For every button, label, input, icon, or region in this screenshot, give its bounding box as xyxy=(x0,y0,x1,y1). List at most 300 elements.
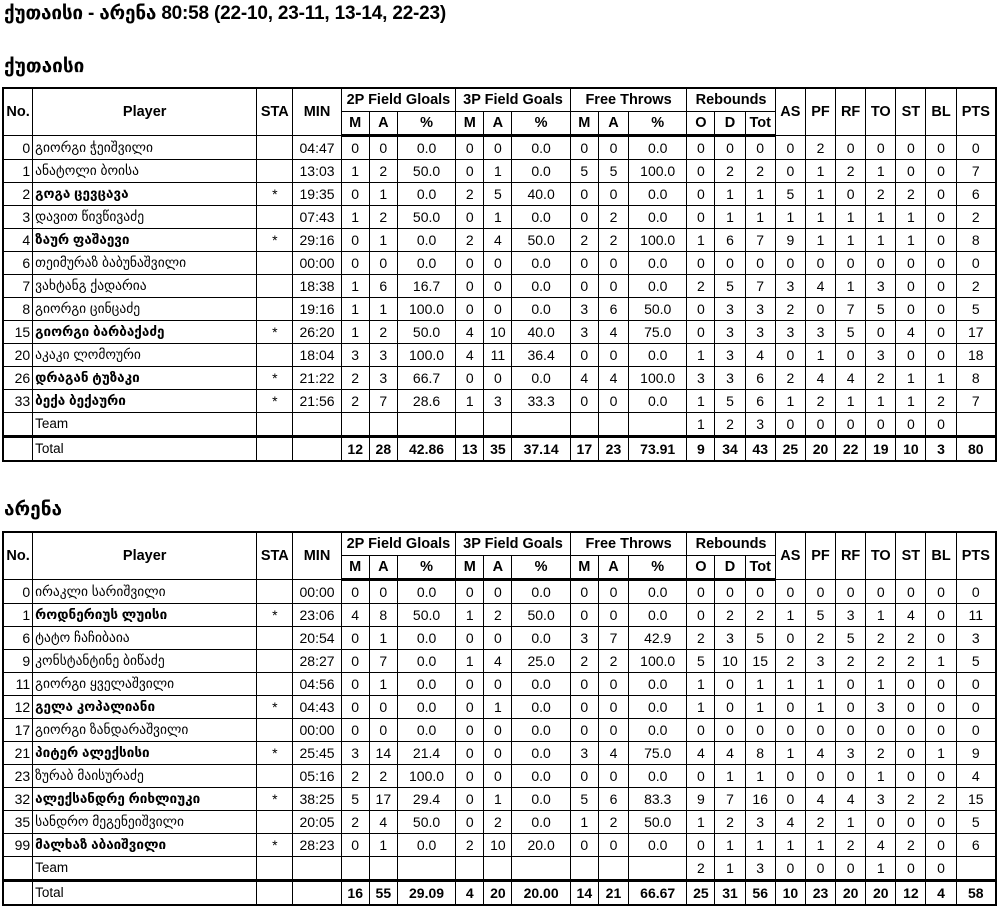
stat-a3: 0 xyxy=(484,742,512,765)
stat-pts: 3 xyxy=(956,627,995,650)
player-name: ტატო ჩაჩიბაია xyxy=(33,627,257,650)
stat-p2: 21.4 xyxy=(397,742,455,765)
player-number: 0 xyxy=(4,136,33,160)
stat-pts: 0 xyxy=(956,136,995,160)
subheader-pct: % xyxy=(512,556,570,580)
total-stat-m2: 16 xyxy=(341,881,369,905)
header-3p-field-goals: 3P Field Goals xyxy=(456,89,571,112)
stat-st: 0 xyxy=(896,160,926,183)
stat-d: 0 xyxy=(715,696,745,719)
stat-m3: 0 xyxy=(456,160,484,183)
stat-rf: 4 xyxy=(836,788,866,811)
stat-to: 1 xyxy=(866,604,896,627)
stat-a3: 10 xyxy=(484,321,512,344)
player-number: 35 xyxy=(4,811,33,834)
stat-ftm: 0 xyxy=(570,390,598,413)
stat-p3: 25.0 xyxy=(512,650,570,673)
stat-bl: 0 xyxy=(926,834,956,857)
stat-d: 3 xyxy=(715,298,745,321)
stat-rf: 3 xyxy=(836,604,866,627)
stat-ftm: 5 xyxy=(570,160,598,183)
stat-bl: 0 xyxy=(926,160,956,183)
stat-tot: 2 xyxy=(745,604,775,627)
player-name: გიორგი ყველაშვილი xyxy=(33,673,257,696)
player-minutes: 26:20 xyxy=(293,321,341,344)
team-row-label: Team xyxy=(33,857,257,881)
player-starter-mark xyxy=(257,136,293,160)
team-row-pts xyxy=(956,857,995,881)
stat-rf: 5 xyxy=(836,627,866,650)
stat-ftp: 0.0 xyxy=(629,719,687,742)
player-row xyxy=(4,183,996,206)
stat-p2: 100.0 xyxy=(397,765,455,788)
stat-a2: 2 xyxy=(369,206,397,229)
stat-m2: 1 xyxy=(341,206,369,229)
subheader-pct: % xyxy=(397,556,455,580)
team-row-empty xyxy=(598,413,628,437)
stat-pts: 15 xyxy=(956,788,995,811)
total-stat-o: 25 xyxy=(687,881,715,905)
stat-d: 0 xyxy=(715,719,745,742)
stat-pts: 0 xyxy=(956,673,995,696)
player-starter-mark: * xyxy=(257,788,293,811)
player-starter-mark xyxy=(257,673,293,696)
stat-a2: 7 xyxy=(369,650,397,673)
stat-as: 0 xyxy=(775,696,805,719)
stat-ftm: 2 xyxy=(570,650,598,673)
player-number: 21 xyxy=(4,742,33,765)
player-minutes: 00:00 xyxy=(293,252,341,275)
subheader-m: M xyxy=(341,112,369,136)
total-stat-fta: 21 xyxy=(598,881,628,905)
stat-rf: 2 xyxy=(836,160,866,183)
stat-ftm: 0 xyxy=(570,834,598,857)
stat-a3: 0 xyxy=(484,298,512,321)
player-minutes: 38:25 xyxy=(293,788,341,811)
stat-o: 0 xyxy=(687,136,715,160)
team-row-empty xyxy=(512,413,570,437)
player-starter-mark: * xyxy=(257,367,293,390)
stat-fta: 5 xyxy=(598,160,628,183)
stat-ftm: 0 xyxy=(570,765,598,788)
total-stat-fta: 23 xyxy=(598,437,628,461)
player-row xyxy=(4,673,996,696)
stat-st: 4 xyxy=(896,604,926,627)
stat-a3: 0 xyxy=(484,252,512,275)
stat-p3: 0.0 xyxy=(512,160,570,183)
stat-m2: 5 xyxy=(341,788,369,811)
stat-a2: 17 xyxy=(369,788,397,811)
stat-to: 0 xyxy=(866,136,896,160)
player-minutes: 19:16 xyxy=(293,298,341,321)
stat-m3: 1 xyxy=(456,390,484,413)
stat-pf: 0 xyxy=(805,252,835,275)
stat-rf: 0 xyxy=(836,580,866,604)
stat-fta: 7 xyxy=(598,627,628,650)
player-minutes: 18:04 xyxy=(293,344,341,367)
team-stat-pf: 0 xyxy=(805,857,835,881)
stat-ftp: 0.0 xyxy=(629,580,687,604)
stat-bl: 0 xyxy=(926,673,956,696)
stat-pts: 18 xyxy=(956,344,995,367)
total-row-number xyxy=(4,881,33,905)
stat-bl: 0 xyxy=(926,183,956,206)
stat-a2: 2 xyxy=(369,765,397,788)
header-st: ST xyxy=(896,533,926,580)
stat-pf: 4 xyxy=(805,367,835,390)
subheader-a: A xyxy=(484,556,512,580)
stat-as: 1 xyxy=(775,604,805,627)
stat-fta: 0 xyxy=(598,696,628,719)
stat-tot: 1 xyxy=(745,696,775,719)
stat-st: 0 xyxy=(896,765,926,788)
stat-o: 2 xyxy=(687,275,715,298)
player-number: 15 xyxy=(4,321,33,344)
stat-as: 1 xyxy=(775,206,805,229)
team-title-home: ქუთაისი xyxy=(4,56,85,77)
stat-rf: 0 xyxy=(836,765,866,788)
stat-m3: 2 xyxy=(456,229,484,252)
team-row-min xyxy=(293,413,341,437)
subheader-m: M xyxy=(456,556,484,580)
player-row xyxy=(4,275,996,298)
stat-m2: 1 xyxy=(341,160,369,183)
stat-a2: 7 xyxy=(369,390,397,413)
stat-tot: 1 xyxy=(745,834,775,857)
stat-bl: 0 xyxy=(926,580,956,604)
stat-to: 1 xyxy=(866,160,896,183)
stat-o: 0 xyxy=(687,834,715,857)
player-number: 7 xyxy=(4,275,33,298)
stat-fta: 0 xyxy=(598,390,628,413)
stat-tot: 1 xyxy=(745,673,775,696)
player-name: სანდრო მეგენეიშვილი xyxy=(33,811,257,834)
stat-to: 0 xyxy=(866,719,896,742)
player-row xyxy=(4,229,996,252)
total-stat-ftm: 17 xyxy=(570,437,598,461)
header-pts: PTS xyxy=(956,89,995,136)
stat-m3: 0 xyxy=(456,696,484,719)
player-minutes: 20:05 xyxy=(293,811,341,834)
subheader-a: A xyxy=(598,112,628,136)
stat-pts: 11 xyxy=(956,604,995,627)
stat-d: 3 xyxy=(715,321,745,344)
stat-st: 1 xyxy=(896,367,926,390)
player-row xyxy=(4,252,996,275)
stat-p2: 100.0 xyxy=(397,298,455,321)
stat-rf: 0 xyxy=(836,136,866,160)
stat-m2: 0 xyxy=(341,650,369,673)
stat-m2: 1 xyxy=(341,298,369,321)
stat-to: 1 xyxy=(866,765,896,788)
total-row-sta xyxy=(257,437,293,461)
stat-a2: 1 xyxy=(369,229,397,252)
player-number: 4 xyxy=(4,229,33,252)
stat-p3: 0.0 xyxy=(512,788,570,811)
player-number: 33 xyxy=(4,390,33,413)
stat-p3: 0.0 xyxy=(512,275,570,298)
player-starter-mark xyxy=(257,206,293,229)
stat-as: 0 xyxy=(775,344,805,367)
stat-to: 0 xyxy=(866,321,896,344)
stat-m3: 4 xyxy=(456,321,484,344)
stat-fta: 4 xyxy=(598,367,628,390)
stat-a2: 1 xyxy=(369,298,397,321)
stat-as: 1 xyxy=(775,390,805,413)
player-number: 0 xyxy=(4,580,33,604)
stat-tot: 5 xyxy=(745,627,775,650)
stat-to: 5 xyxy=(866,298,896,321)
stat-ftm: 4 xyxy=(570,367,598,390)
stat-bl: 2 xyxy=(926,390,956,413)
stat-tot: 0 xyxy=(745,252,775,275)
stat-tot: 3 xyxy=(745,298,775,321)
stat-tot: 15 xyxy=(745,650,775,673)
total-row-min xyxy=(293,437,341,461)
subheader-a: A xyxy=(369,112,397,136)
player-starter-mark xyxy=(257,627,293,650)
stat-d: 0 xyxy=(715,580,745,604)
stat-p3: 0.0 xyxy=(512,696,570,719)
stat-pts: 8 xyxy=(956,229,995,252)
stat-st: 0 xyxy=(896,252,926,275)
stat-m3: 0 xyxy=(456,788,484,811)
stat-ftp: 100.0 xyxy=(629,650,687,673)
box-score-table-home xyxy=(3,88,996,461)
stat-bl: 0 xyxy=(926,229,956,252)
stat-to: 3 xyxy=(866,344,896,367)
stat-p2: 50.0 xyxy=(397,604,455,627)
stat-d: 6 xyxy=(715,229,745,252)
stat-a2: 1 xyxy=(369,627,397,650)
player-minutes: 04:47 xyxy=(293,136,341,160)
stat-pf: 4 xyxy=(805,275,835,298)
stat-m2: 0 xyxy=(341,183,369,206)
total-stat-tot: 56 xyxy=(745,881,775,905)
stat-p3: 36.4 xyxy=(512,344,570,367)
stat-a3: 0 xyxy=(484,627,512,650)
stat-as: 0 xyxy=(775,788,805,811)
stat-a2: 3 xyxy=(369,367,397,390)
stat-a3: 1 xyxy=(484,696,512,719)
stat-o: 0 xyxy=(687,604,715,627)
subheader-pct: % xyxy=(512,112,570,136)
stat-to: 2 xyxy=(866,183,896,206)
stat-d: 0 xyxy=(715,136,745,160)
stat-m3: 0 xyxy=(456,275,484,298)
stat-pf: 1 xyxy=(805,344,835,367)
team-stat-st: 0 xyxy=(896,857,926,881)
player-name: ზურაბ მაისურაძე xyxy=(33,765,257,788)
stat-m2: 3 xyxy=(341,742,369,765)
stat-rf: 2 xyxy=(836,834,866,857)
stat-bl: 0 xyxy=(926,344,956,367)
stat-ftp: 100.0 xyxy=(629,367,687,390)
stat-fta: 0 xyxy=(598,765,628,788)
stat-o: 1 xyxy=(687,229,715,252)
stat-fta: 2 xyxy=(598,811,628,834)
stat-to: 1 xyxy=(866,206,896,229)
team-row xyxy=(4,413,996,437)
player-starter-mark xyxy=(257,765,293,788)
stat-pf: 2 xyxy=(805,811,835,834)
stat-m3: 0 xyxy=(456,719,484,742)
stat-d: 10 xyxy=(715,650,745,673)
stat-o: 0 xyxy=(687,206,715,229)
player-row xyxy=(4,321,996,344)
stat-o: 2 xyxy=(687,627,715,650)
stat-pf: 4 xyxy=(805,788,835,811)
player-starter-mark: * xyxy=(257,742,293,765)
box-score-table-away xyxy=(3,532,996,905)
stat-p2: 50.0 xyxy=(397,206,455,229)
header-2p-field-goals: 2P Field Gloals xyxy=(341,533,456,556)
stat-p2: 100.0 xyxy=(397,344,455,367)
stat-d: 7 xyxy=(715,788,745,811)
header-rf: RF xyxy=(836,89,866,136)
subheader-m: M xyxy=(341,556,369,580)
team-stat-to: 0 xyxy=(866,413,896,437)
stat-as: 5 xyxy=(775,183,805,206)
stat-d: 1 xyxy=(715,206,745,229)
stat-a3: 5 xyxy=(484,183,512,206)
player-row xyxy=(4,206,996,229)
player-number: 8 xyxy=(4,298,33,321)
stat-o: 0 xyxy=(687,160,715,183)
stat-tot: 6 xyxy=(745,390,775,413)
header-player: Player xyxy=(33,89,257,136)
header-pf: PF xyxy=(805,89,835,136)
stat-as: 4 xyxy=(775,811,805,834)
team-row-empty xyxy=(629,857,687,881)
team-row-empty xyxy=(369,857,397,881)
stat-m3: 0 xyxy=(456,580,484,604)
stat-pts: 0 xyxy=(956,252,995,275)
player-starter-mark xyxy=(257,298,293,321)
stat-bl: 0 xyxy=(926,811,956,834)
stat-ftm: 1 xyxy=(570,811,598,834)
team-stat-bl: 0 xyxy=(926,857,956,881)
player-starter-mark xyxy=(257,650,293,673)
stat-rf: 4 xyxy=(836,367,866,390)
stat-ftm: 0 xyxy=(570,206,598,229)
stat-a3: 2 xyxy=(484,604,512,627)
stat-rf: 1 xyxy=(836,390,866,413)
stat-ftm: 0 xyxy=(570,580,598,604)
player-number: 99 xyxy=(4,834,33,857)
stat-a3: 0 xyxy=(484,673,512,696)
player-name: თეიმურაზ ბაბუნაშვილი xyxy=(33,252,257,275)
stat-fta: 0 xyxy=(598,344,628,367)
player-minutes: 20:54 xyxy=(293,627,341,650)
stat-p3: 0.0 xyxy=(512,298,570,321)
total-stat-p3: 20.00 xyxy=(512,881,570,905)
player-starter-mark xyxy=(257,344,293,367)
stat-pts: 7 xyxy=(956,160,995,183)
stat-pf: 3 xyxy=(805,321,835,344)
total-row xyxy=(4,437,996,461)
player-minutes: 21:22 xyxy=(293,367,341,390)
player-row xyxy=(4,390,996,413)
stat-m2: 4 xyxy=(341,604,369,627)
stat-a3: 1 xyxy=(484,788,512,811)
team-row-empty xyxy=(570,857,598,881)
player-row xyxy=(4,627,996,650)
stat-m2: 0 xyxy=(341,136,369,160)
stat-fta: 0 xyxy=(598,834,628,857)
stat-a2: 1 xyxy=(369,673,397,696)
stat-as: 2 xyxy=(775,650,805,673)
stat-ftp: 0.0 xyxy=(629,206,687,229)
stat-o: 0 xyxy=(687,298,715,321)
stat-as: 0 xyxy=(775,252,805,275)
stat-bl: 0 xyxy=(926,298,956,321)
stat-pts: 7 xyxy=(956,390,995,413)
stat-ftm: 0 xyxy=(570,604,598,627)
player-name: მალხაზ აბაიშვილი xyxy=(33,834,257,857)
stat-bl: 0 xyxy=(926,252,956,275)
player-starter-mark xyxy=(257,580,293,604)
stat-ftp: 75.0 xyxy=(629,321,687,344)
stat-m3: 0 xyxy=(456,136,484,160)
stat-as: 0 xyxy=(775,627,805,650)
stat-pts: 6 xyxy=(956,834,995,857)
stat-d: 0 xyxy=(715,252,745,275)
total-row-label: Total xyxy=(33,437,257,461)
stat-as: 0 xyxy=(775,580,805,604)
header-pts: PTS xyxy=(956,533,995,580)
stat-pts: 9 xyxy=(956,742,995,765)
stat-rf: 0 xyxy=(836,252,866,275)
team-stat-o: 1 xyxy=(687,413,715,437)
team-stat-tot: 3 xyxy=(745,413,775,437)
player-starter-mark: * xyxy=(257,604,293,627)
subheader-a: A xyxy=(369,556,397,580)
stat-d: 5 xyxy=(715,390,745,413)
stat-m2: 3 xyxy=(341,344,369,367)
header-bl: BL xyxy=(926,533,956,580)
total-stat-d: 31 xyxy=(715,881,745,905)
total-row-min xyxy=(293,881,341,905)
stat-ftm: 3 xyxy=(570,298,598,321)
stat-p2: 0.0 xyxy=(397,719,455,742)
stat-rf: 3 xyxy=(836,742,866,765)
header-rf: RF xyxy=(836,533,866,580)
player-number: 20 xyxy=(4,344,33,367)
stat-tot: 0 xyxy=(745,136,775,160)
player-name: პიტერ ალექსისი xyxy=(33,742,257,765)
stat-tot: 2 xyxy=(745,160,775,183)
stat-fta: 0 xyxy=(598,275,628,298)
player-name: გიორგი ცინცაძე xyxy=(33,298,257,321)
stat-bl: 0 xyxy=(926,275,956,298)
team-row-label: Team xyxy=(33,413,257,437)
stat-p2: 0.0 xyxy=(397,834,455,857)
stat-a2: 3 xyxy=(369,344,397,367)
stat-as: 1 xyxy=(775,742,805,765)
stat-pts: 5 xyxy=(956,298,995,321)
stat-o: 4 xyxy=(687,742,715,765)
team-row-empty xyxy=(341,413,369,437)
subheader-pct: % xyxy=(397,112,455,136)
stat-ftp: 100.0 xyxy=(629,160,687,183)
stat-a3: 0 xyxy=(484,367,512,390)
stat-tot: 0 xyxy=(745,719,775,742)
player-minutes: 28:27 xyxy=(293,650,341,673)
player-minutes: 04:43 xyxy=(293,696,341,719)
stat-to: 3 xyxy=(866,788,896,811)
team-row-number xyxy=(4,413,33,437)
